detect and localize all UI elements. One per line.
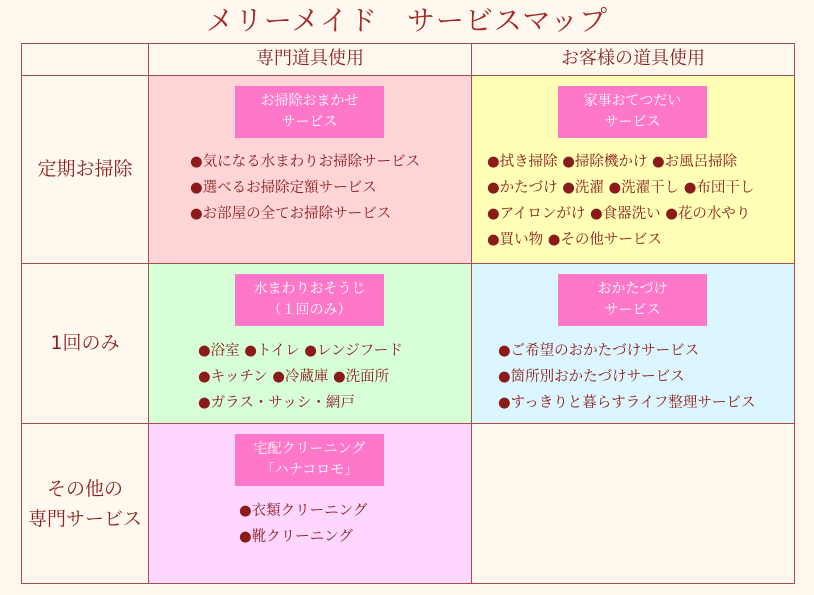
list-item: ●気になる水まわりお掃除サービス xyxy=(190,154,421,170)
service-box-line: 水まわりおそうじ xyxy=(253,281,366,297)
list-item: ●すっきりと暮らすライフ整理サービス xyxy=(498,395,756,411)
service-box-housework-help[interactable] xyxy=(558,86,707,138)
service-box-line: サービス xyxy=(281,114,338,130)
column-header-special-tools: 専門道具使用 xyxy=(256,48,364,69)
service-box-line: サービス xyxy=(604,302,661,318)
service-box-delivery-cleaning[interactable] xyxy=(235,434,384,486)
row-label-other-line2: 専門サービス xyxy=(27,508,142,530)
list-item: ●衣類クリーニング xyxy=(239,503,368,519)
service-box-cleaning-leave[interactable] xyxy=(235,86,384,138)
list-item: ●靴クリーニング xyxy=(239,529,353,545)
grid-line xyxy=(21,75,795,76)
service-box-line: サービス xyxy=(604,114,661,130)
service-list-cleaning-leave xyxy=(190,149,420,227)
grid-line xyxy=(148,43,149,584)
grid-line xyxy=(21,263,795,264)
service-list-tidying xyxy=(498,338,755,416)
list-item: ●拭き掃除 ●掃除機かけ ●お風呂掃除 xyxy=(487,154,738,170)
service-list-housework-help xyxy=(487,149,754,253)
list-item: ●アイロンがけ ●食器洗い ●花の水やり xyxy=(487,206,751,222)
service-box-tidying[interactable] xyxy=(558,274,707,326)
column-header-customer-tools: お客様の道具使用 xyxy=(561,48,705,69)
grid-line xyxy=(471,43,472,584)
service-list-water-area xyxy=(198,338,403,416)
list-item: ●箇所別おかたづけサービス xyxy=(498,369,685,385)
row-label-other-line1: その他の xyxy=(46,478,123,500)
row-label-one-time: 1回のみ xyxy=(50,332,120,354)
list-item: ●買い物 ●その他サービス xyxy=(487,232,662,248)
list-item: ●浴室 ●トイレ ●レンジフード xyxy=(198,343,403,359)
list-item: ●ガラス・サッシ・網戸 xyxy=(198,395,355,411)
list-item: ●選べるお掃除定額サービス xyxy=(190,180,377,196)
list-item: ●かたづけ ●洗濯 ●洗濯干し ●布団干し xyxy=(487,180,755,196)
grid-line xyxy=(21,423,795,424)
service-box-line: （１回のみ） xyxy=(267,302,352,318)
list-item: ●キッチン ●冷蔵庫 ●洗面所 xyxy=(198,369,390,385)
service-box-line: 家事おてつだい xyxy=(583,93,682,109)
list-item: ●お部屋の全てお掃除サービス xyxy=(190,206,392,222)
service-box-line: おかたづけ xyxy=(597,281,668,297)
list-item: ●ご希望のおかたづけサービス xyxy=(498,343,700,359)
service-box-line: 「ハナコロモ」 xyxy=(260,462,359,478)
service-list-delivery-cleaning xyxy=(239,498,367,550)
page-title: メリーメイド サービスマップ xyxy=(205,4,609,37)
service-box-line: 宅配クリーニング xyxy=(253,441,366,457)
service-box-line: お掃除おまかせ xyxy=(260,93,359,109)
service-box-water-area[interactable] xyxy=(235,274,384,326)
row-label-regular-cleaning: 定期お掃除 xyxy=(37,158,133,180)
